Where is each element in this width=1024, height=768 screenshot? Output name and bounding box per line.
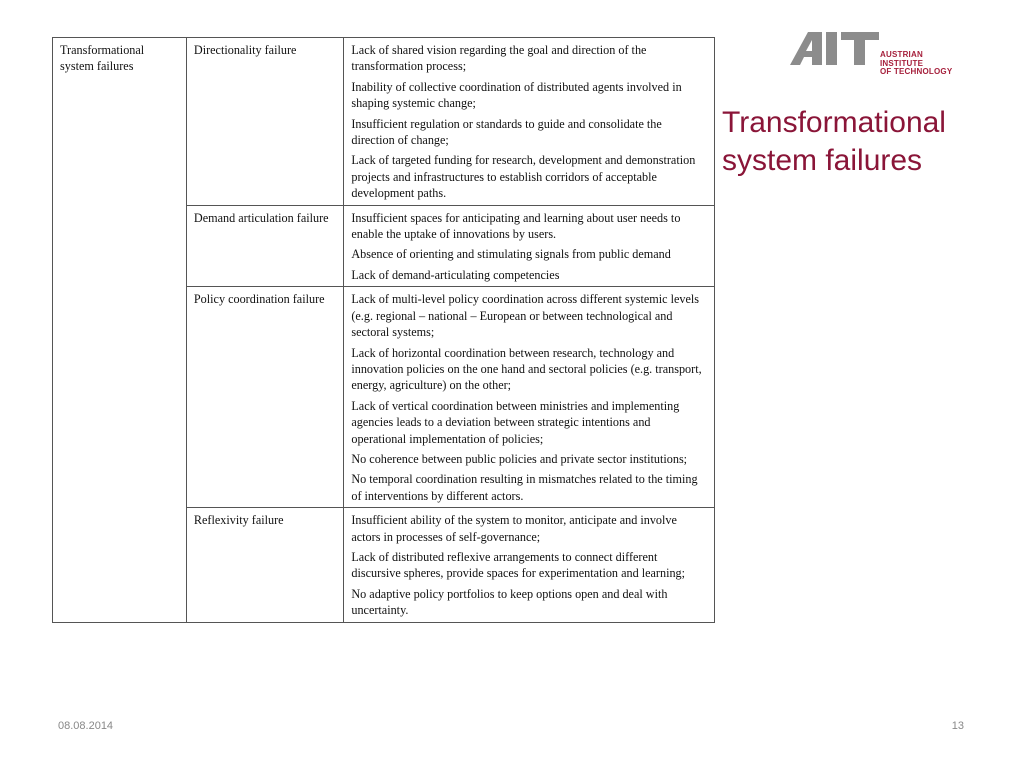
category-cell: Transformational system failures bbox=[53, 38, 187, 623]
description-item: Lack of shared vision regarding the goal and direction of the transformation process; bbox=[351, 43, 647, 74]
failure-type-cell: Reflexivity failure bbox=[186, 508, 343, 622]
description-item: Lack of horizontal coordination between research, technology and innovation policies on the one hand and sectoral policies (e.g. transport, energy, agriculture) on the other; bbox=[351, 345, 702, 393]
description-item: No temporal coordination resulting in mismatches related to the timing of interventions by different actors. bbox=[351, 472, 698, 503]
description-cell bbox=[344, 508, 715, 622]
ait-logo bbox=[788, 28, 968, 76]
description-item: Lack of targeted funding for research, development and demonstration projects and infrastructures to establish corridors of acceptable development paths. bbox=[351, 153, 696, 201]
description-item: Insufficient spaces for anticipating and learning about user needs to enable the uptake of innovations by users. bbox=[351, 210, 681, 242]
description-item: Absence of orienting and stimulating signals from public demand bbox=[351, 247, 671, 262]
footer-date: 08.08.2014 bbox=[58, 720, 114, 732]
description-item: Inability of collective coordination of distributed agents involved in shaping systemic change; bbox=[351, 79, 682, 111]
ait-logo-mark bbox=[788, 28, 880, 68]
description-item: Lack of demand-articulating competencies bbox=[351, 267, 560, 282]
failures-table bbox=[52, 37, 715, 623]
description-item: No coherence between public policies and private sector institutions; bbox=[351, 451, 688, 466]
description-cell bbox=[344, 205, 715, 287]
logo-line-2: OF TECHNOLOGY bbox=[880, 67, 953, 76]
page-number: 13 bbox=[951, 720, 964, 732]
description-item: Insufficient regulation or standards to guide and consolidate the direction of change; bbox=[351, 116, 662, 148]
description-cell bbox=[344, 38, 715, 206]
description-item: No adaptive policy portfolios to keep options open and deal with uncertainty. bbox=[351, 586, 668, 618]
table-row bbox=[53, 38, 715, 206]
failure-type-cell: Demand articulation failure bbox=[186, 205, 343, 287]
description-item: Insufficient ability of the system to monitor, anticipate and involve actors in processes of self-governance; bbox=[351, 513, 677, 544]
slide-title: Transformational system failures bbox=[722, 106, 946, 177]
description-item: Lack of distributed reflexive arrangements to connect different discursive spheres, provide spaces for experimentation and learning; bbox=[351, 549, 686, 581]
logo-line-1: AUSTRIAN INSTITUTE bbox=[880, 50, 924, 68]
ait-logo-text bbox=[880, 51, 968, 77]
failure-type-cell: Policy coordination failure bbox=[186, 287, 343, 508]
description-item: Lack of vertical coordination between ministries and implementing agencies leads to a deviation between strategic intentions and operational implementation of policies; bbox=[351, 398, 680, 446]
failure-type-cell: Directionality failure bbox=[186, 38, 343, 206]
description-item: Lack of multi-level policy coordination across different systemic levels (e.g. regional – national – European or between technological and sectoral systems; bbox=[351, 292, 700, 340]
description-cell bbox=[344, 287, 715, 508]
